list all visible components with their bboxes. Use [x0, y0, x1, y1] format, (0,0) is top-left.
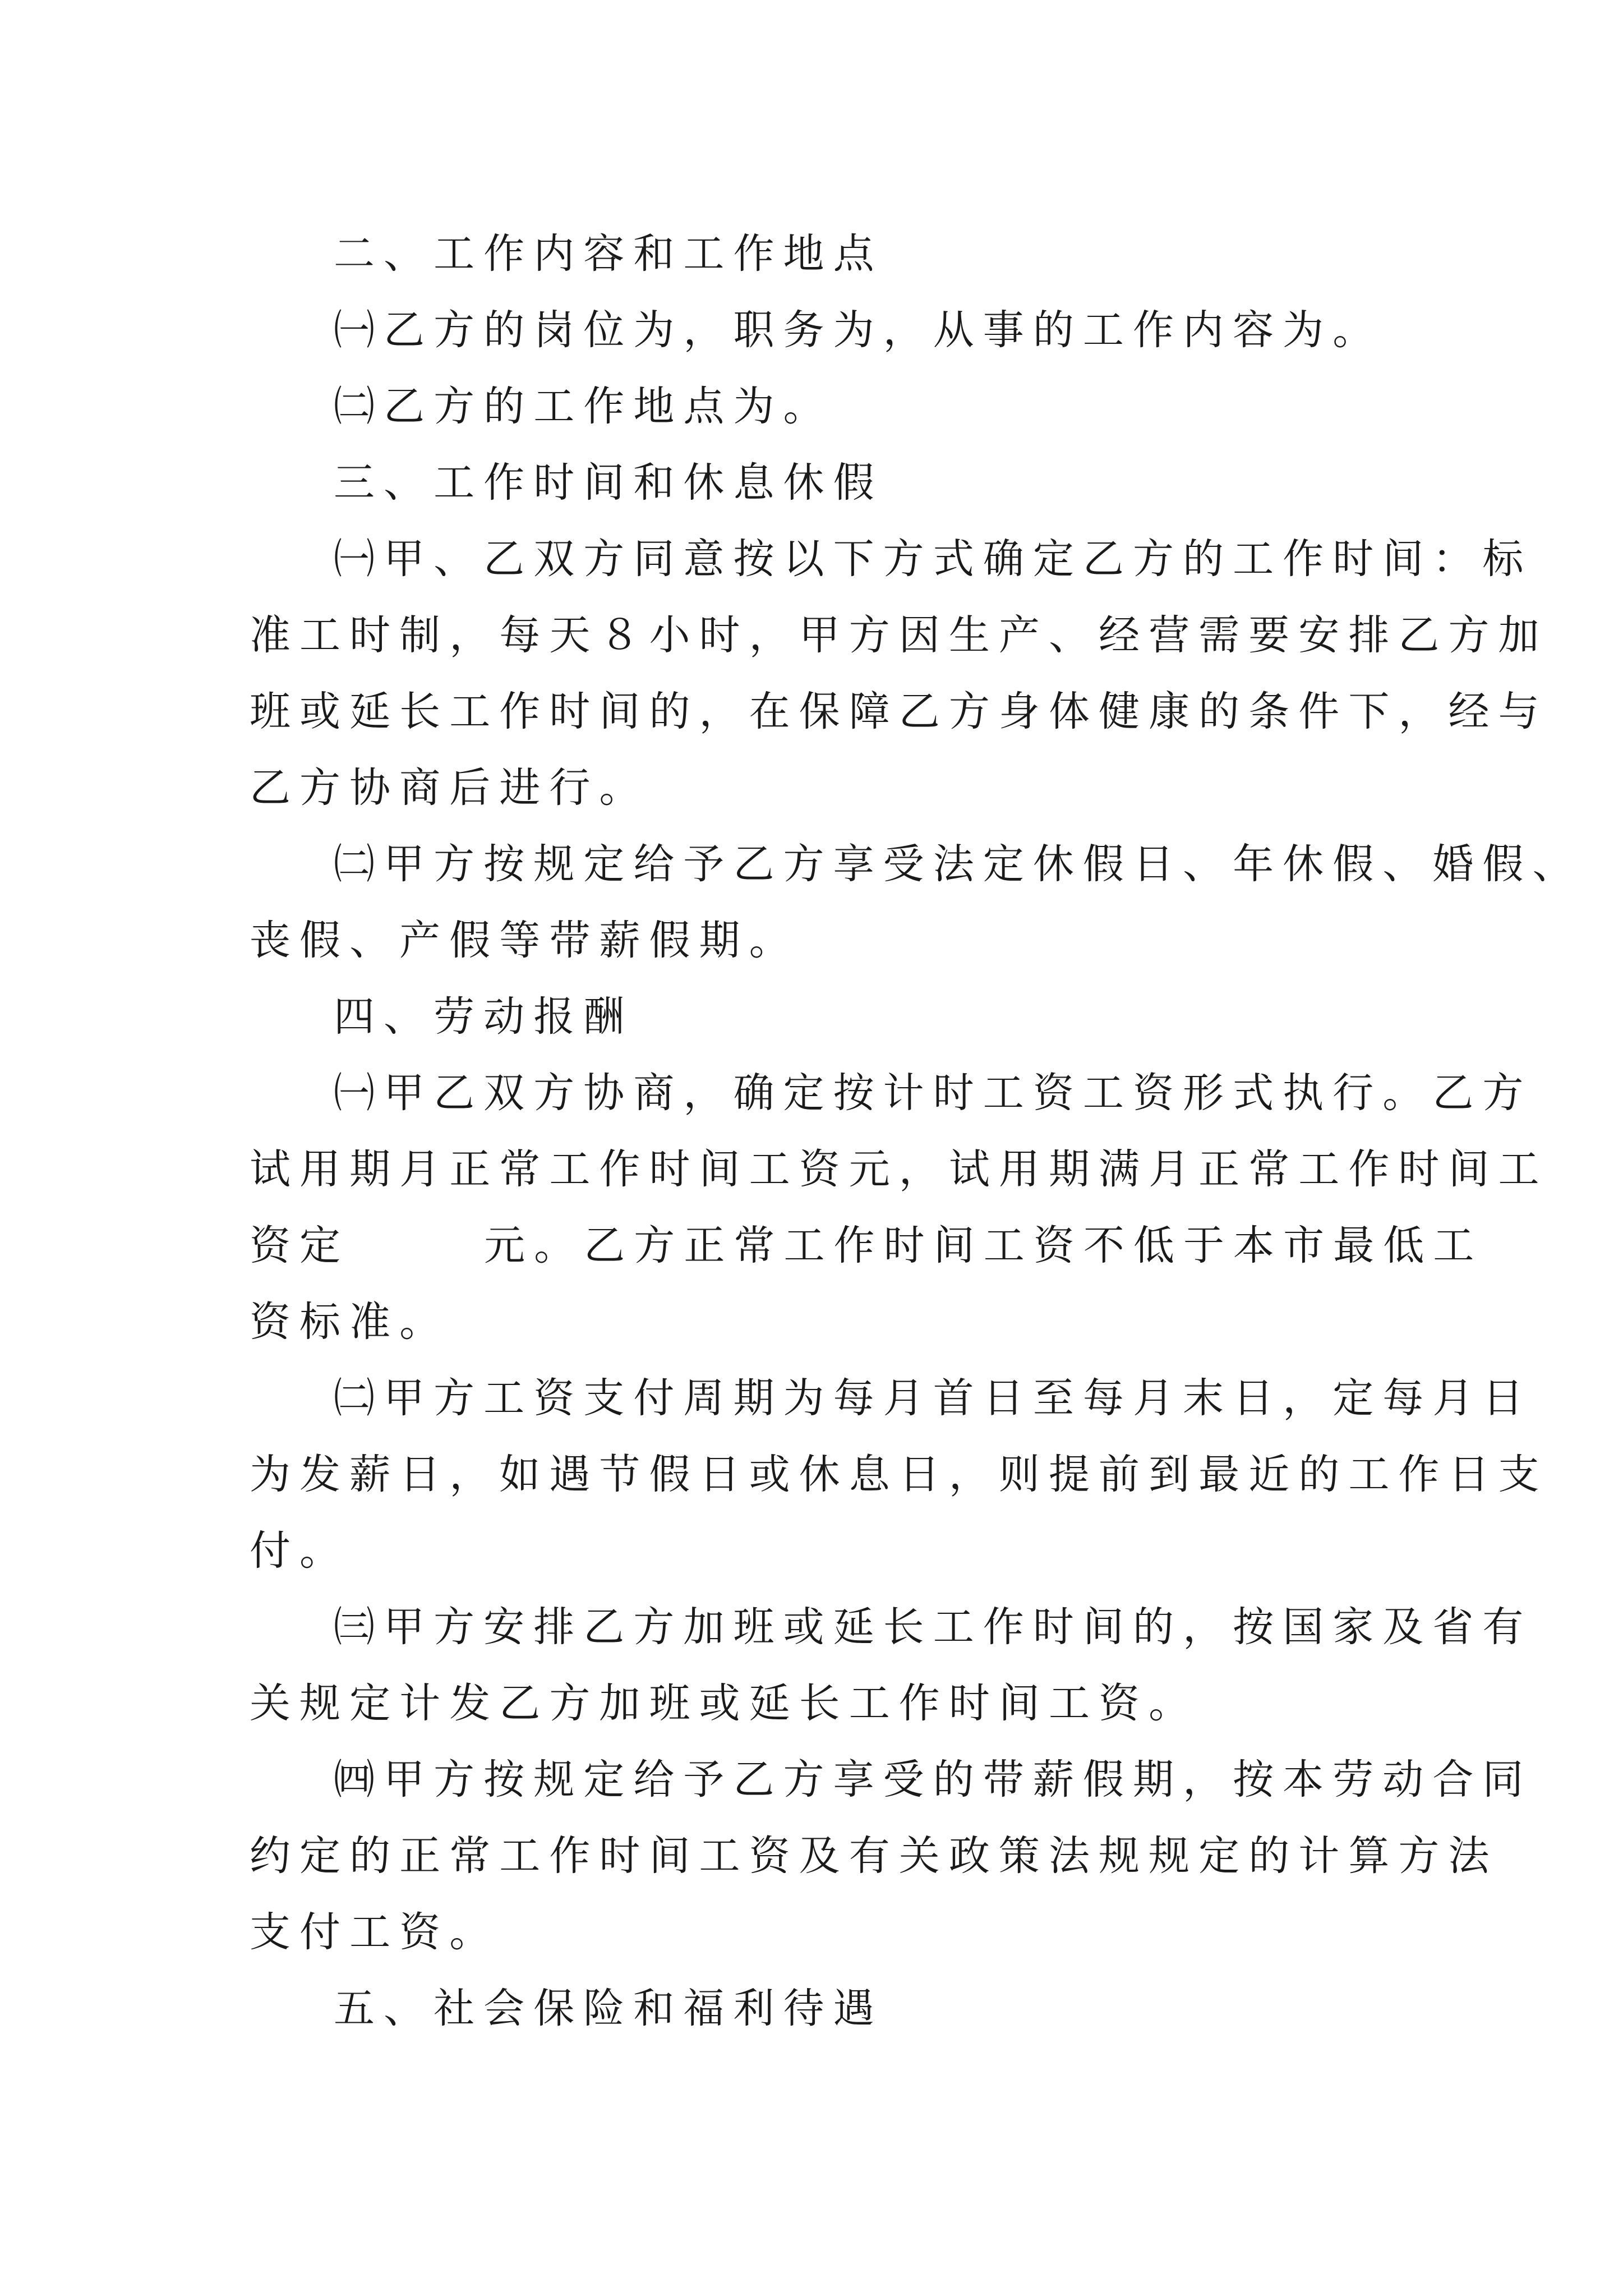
clause-leave-pay-line: ㈣甲方按规定给予乙方享受的带薪假期，按本劳动合同 — [334, 1756, 1533, 1803]
contract-text — [250, 216, 1583, 2047]
clause-working-hours-line: ㈠甲、乙双方同意按以下方式确定乙方的工作时间：标 — [334, 535, 1533, 583]
clause-pay-cycle-line: 为发薪日，如遇节假日或休息日，则提前到最近的工作日支 — [250, 1451, 1548, 1498]
clause-overtime-pay-line: 关规定计发乙方加班或延长工作时间工资。 — [250, 1680, 1199, 1727]
clause-wage-form-line — [250, 1208, 1483, 1284]
wage-text-before-blank: 资定 — [250, 1222, 350, 1269]
clause-wage-form-line: 试用期月正常工作时间工资元，试用期满月正常工作时间工 — [250, 1145, 1548, 1193]
clause-working-hours-line: 乙方协商后进行。 — [250, 764, 649, 812]
clause-leave-pay-line: 约定的正常工作时间工资及有关政策法规规定的计算方法 — [250, 1832, 1498, 1880]
clause-pay-cycle-line: ㈡甲方工资支付周期为每月首日至每月末日，定每月日 — [334, 1374, 1533, 1422]
section-heading-work-content: 二、工作内容和工作地点 — [334, 230, 883, 278]
clause-position: ㈠乙方的岗位为，职务为，从事的工作内容为。 — [334, 306, 1383, 354]
clause-wage-form-line: 资标准。 — [250, 1298, 450, 1346]
section-heading-social-insurance: 五、社会保险和福利待遇 — [334, 1985, 883, 2032]
clause-work-location: ㈡乙方的工作地点为。 — [334, 383, 833, 430]
clause-leave-pay-line: 支付工资。 — [250, 1908, 500, 1956]
clause-wage-form-line: ㈠甲乙双方协商，确定按计时工资工资形式执行。乙方 — [334, 1069, 1533, 1117]
clause-paid-leave-line: 丧假、产假等带薪假期。 — [250, 917, 799, 964]
section-heading-remuneration: 四、劳动报酬 — [334, 993, 634, 1041]
wage-text-after-blank: 元。乙方正常工作时间工资不低于本市最低工 — [484, 1222, 1483, 1269]
section-heading-working-hours: 三、工作时间和休息休假 — [334, 459, 883, 507]
clause-working-hours-line: 班或延长工作时间的，在保障乙方身体健康的条件下，经与 — [250, 688, 1548, 735]
clause-working-hours-line: 准工时制，每天８小时，甲方因生产、经营需要安排乙方加 — [250, 611, 1548, 659]
clause-overtime-pay-line: ㈢甲方安排乙方加班或延长工作时间的，按国家及省有 — [334, 1603, 1533, 1651]
clause-paid-leave-line: ㈡甲方按规定给予乙方享受法定休假日、年休假、婚假、 — [334, 840, 1583, 888]
clause-pay-cycle-line: 付。 — [250, 1527, 350, 1575]
